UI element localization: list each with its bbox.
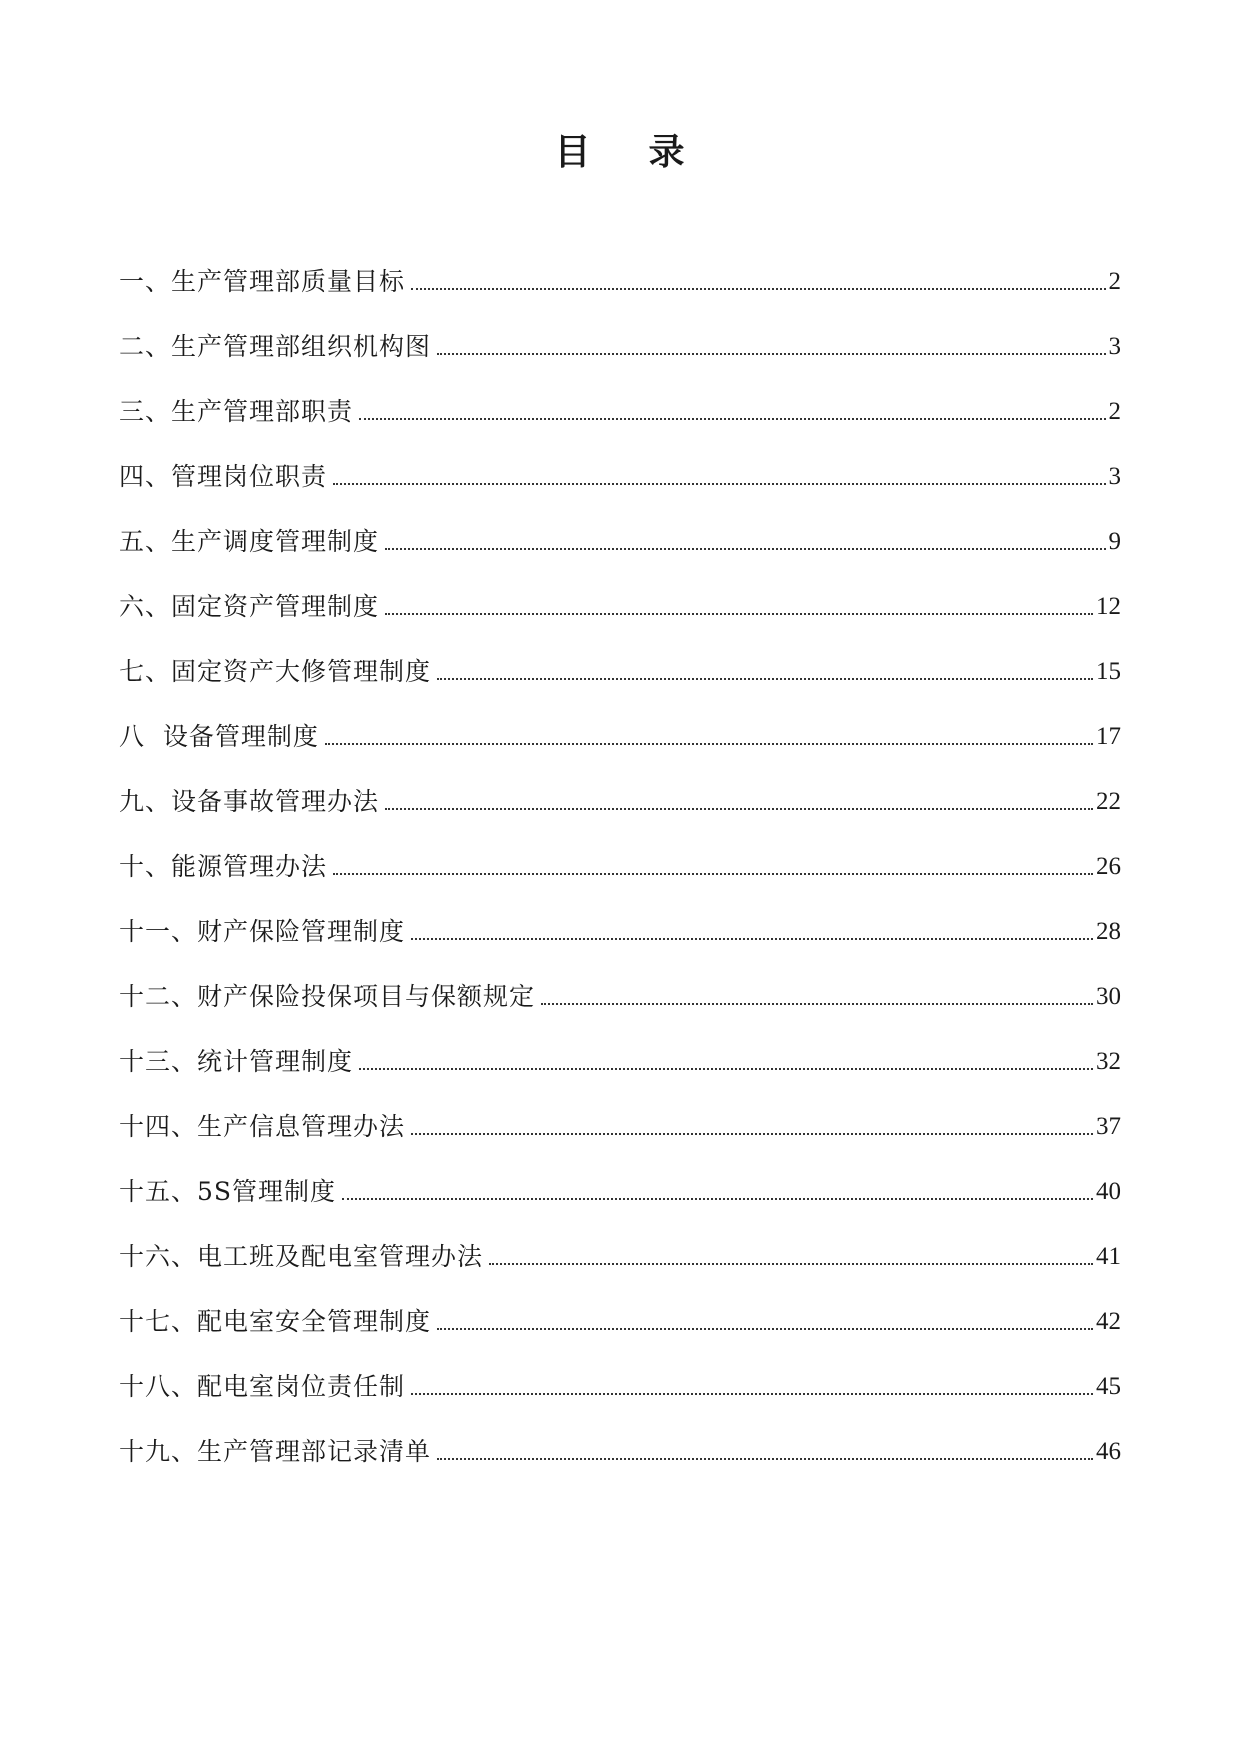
toc-entry[interactable] [119, 1207, 1121, 1272]
dot-leader [333, 873, 1093, 875]
toc-entry[interactable] [119, 1337, 1121, 1402]
toc-entry-label: 四、管理岗位职责 [119, 462, 328, 491]
dot-leader [385, 548, 1105, 550]
toc-entry-label: 十、能源管理办法 [119, 852, 328, 881]
toc-entry[interactable] [119, 232, 1121, 297]
toc-entry-label: 一、生产管理部质量目标 [119, 267, 406, 296]
toc-entry[interactable] [119, 1142, 1121, 1207]
toc-entry-page: 40 [1096, 1178, 1121, 1205]
dot-leader [411, 1133, 1093, 1135]
toc-entry[interactable] [119, 1077, 1121, 1142]
dot-leader [333, 483, 1105, 485]
page-title [0, 124, 1241, 175]
toc-entry[interactable] [119, 1012, 1121, 1077]
toc-entry-page: 22 [1096, 788, 1121, 815]
toc-entry-page: 45 [1096, 1373, 1121, 1400]
toc-entry[interactable] [119, 687, 1121, 752]
dot-leader [437, 1458, 1093, 1460]
toc-entry-page: 2 [1108, 268, 1121, 295]
toc-entry-label: 八 设备管理制度 [119, 722, 319, 751]
toc-entry[interactable] [119, 947, 1121, 1012]
toc-entry-page: 37 [1096, 1113, 1121, 1140]
toc-entry[interactable] [119, 752, 1121, 817]
toc-entry-page: 26 [1096, 853, 1121, 880]
dot-leader [437, 678, 1093, 680]
toc-entry-page: 41 [1096, 1243, 1121, 1270]
toc-entry-page: 32 [1096, 1048, 1121, 1075]
toc-entry-label: 七、固定资产大修管理制度 [119, 657, 432, 686]
toc-entry-label: 三、生产管理部职责 [119, 397, 354, 426]
dot-leader [437, 1328, 1093, 1330]
toc-entry-label: 十七、配电室安全管理制度 [119, 1307, 432, 1336]
toc-entry[interactable] [119, 882, 1121, 947]
toc-entry-label: 五、生产调度管理制度 [119, 527, 380, 556]
toc-entry[interactable] [119, 1272, 1121, 1337]
toc-entry-page: 30 [1096, 983, 1121, 1010]
toc-entry-page: 12 [1096, 593, 1121, 620]
toc-entry-label: 十一、财产保险管理制度 [119, 917, 406, 946]
toc-entry-label: 十八、配电室岗位责任制 [119, 1372, 406, 1401]
toc-entry-label: 二、生产管理部组织机构图 [119, 332, 432, 361]
table-of-contents [119, 232, 1121, 1467]
dot-leader [541, 1003, 1093, 1005]
toc-entry-page: 3 [1108, 463, 1121, 490]
toc-entry-page: 3 [1108, 333, 1121, 360]
toc-entry-page: 9 [1108, 528, 1121, 555]
toc-entry-page: 15 [1096, 658, 1121, 685]
toc-entry[interactable] [119, 557, 1121, 622]
dot-leader [342, 1198, 1093, 1200]
toc-entry-page: 2 [1108, 398, 1121, 425]
dot-leader [359, 1068, 1093, 1070]
dot-leader [411, 1393, 1093, 1395]
toc-entry-label: 十五、5S管理制度 [119, 1177, 337, 1206]
toc-entry-page: 28 [1096, 918, 1121, 945]
toc-entry[interactable] [119, 1402, 1121, 1467]
dot-leader [437, 353, 1105, 355]
toc-entry-page: 17 [1096, 723, 1121, 750]
toc-entry-label: 十六、电工班及配电室管理办法 [119, 1242, 484, 1271]
toc-entry-label: 十四、生产信息管理办法 [119, 1112, 406, 1141]
toc-entry-page: 42 [1096, 1308, 1121, 1335]
dot-leader [385, 613, 1093, 615]
title-char-2: 录 [648, 132, 687, 173]
toc-entry[interactable] [119, 297, 1121, 362]
dot-leader [385, 808, 1093, 810]
toc-entry[interactable] [119, 427, 1121, 492]
dot-leader [411, 288, 1105, 290]
toc-entry[interactable] [119, 817, 1121, 882]
dot-leader [489, 1263, 1093, 1265]
toc-entry[interactable] [119, 492, 1121, 557]
toc-entry-label: 十九、生产管理部记录清单 [119, 1437, 432, 1466]
toc-entry[interactable] [119, 362, 1121, 427]
title-char-1: 目 [554, 132, 593, 173]
toc-entry-page: 46 [1096, 1438, 1121, 1465]
toc-entry-label: 十三、统计管理制度 [119, 1047, 354, 1076]
dot-leader [359, 418, 1105, 420]
dot-leader [411, 938, 1093, 940]
dot-leader [325, 743, 1093, 745]
toc-entry-label: 十二、财产保险投保项目与保额规定 [119, 982, 536, 1011]
toc-entry-label: 九、设备事故管理办法 [119, 787, 380, 816]
toc-entry-label: 六、固定资产管理制度 [119, 592, 380, 621]
toc-entry[interactable] [119, 622, 1121, 687]
